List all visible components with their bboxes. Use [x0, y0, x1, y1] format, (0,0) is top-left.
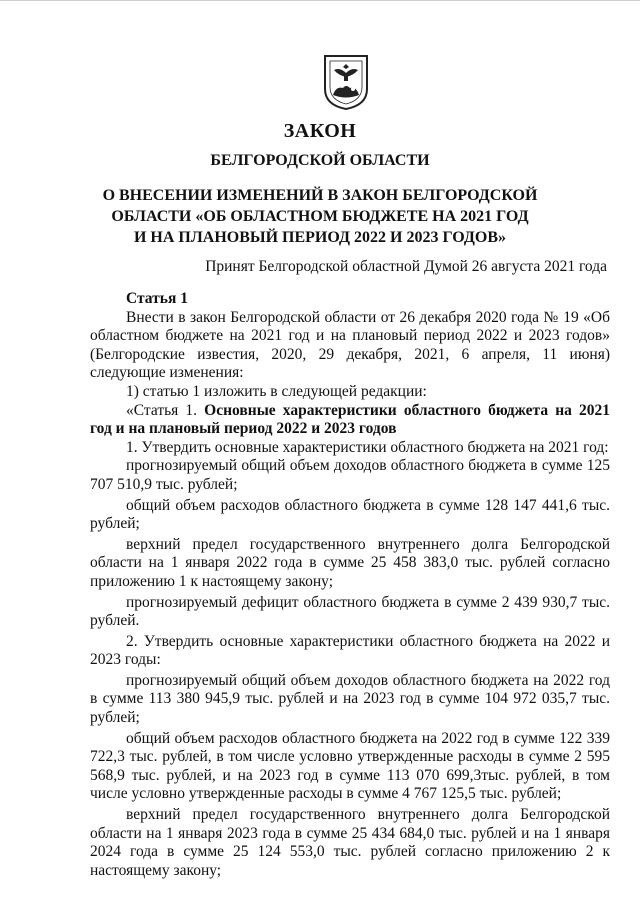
adoption-note: Принят Белгородской областной Думой 26 августа 2021 года — [205, 258, 607, 275]
paragraph: общий объем расходов областного бюджета в сумме 128 147 441,6 тыс. рублей; — [90, 496, 610, 533]
paragraph: верхний предел государственного внутреннего долга Белгородской области на 1 января 2022 года в сумме 25 458 383,0 тыс. рублей согласно приложению 1 к настоящему закону; — [90, 535, 610, 590]
paragraph: 1) статью 1 изложить в следующей редакции: — [126, 382, 427, 400]
subject-line: О ВНЕСЕНИИ ИЗМЕНЕНИЙ В ЗАКОН БЕЛГОРОДСКОЙ — [102, 187, 538, 204]
paragraph: общий объем расходов областного бюджета на 2022 год в сумме 122 339 722,3 тыс. рублей, в том числе условно утвержденные расходы в сумме 2 595 568,9 тыс. рублей, и на 2023 год в сумме 113 070 699,3тыс. рублей, в том числе условно утвержденные расходы в сумме 4 767 125,5 тыс. рублей; — [90, 729, 610, 803]
paragraph: верхний предел государственного внутреннего долга Белгородской области на 1 января 2023 года в сумме 25 434 684,0 тыс. рублей и на 1 января 2024 года в сумме 25 124 553,0 тыс. рублей согласно приложению 2 к настоящему закону; — [90, 806, 610, 879]
document-region: БЕЛГОРОДСКОЙ ОБЛАСТИ — [210, 152, 430, 169]
scan-top-edge — [0, 0, 640, 1]
paragraph: прогнозируемый дефицит областного бюджета в сумме 2 439 930,7 тыс. рублей. — [90, 593, 610, 630]
document-subject — [0, 185, 640, 248]
coat-of-arms-icon — [322, 53, 370, 111]
article-1-prefix: «Статья 1. — [126, 401, 205, 419]
subject-line: И НА ПЛАНОВЫЙ ПЕРИОД 2022 И 2023 ГОДОВ» — [133, 229, 507, 246]
paragraph: прогнозируемый общий объем доходов областного бюджета на 2022 год в сумме 113 380 945,9 тыс. рублей и на 2023 год в сумме 104 972 035,7 тыс. рублей; — [90, 671, 610, 727]
article-1-title — [90, 402, 610, 439]
article-1-name: Основные характеристики областного бюджета на 2021 год и на плановый период 2022 и 2023 годов — [90, 401, 610, 438]
paragraph: Внести в закон Белгородской области от 26 декабря 2020 года № 19 «Об областном бюджете на 2021 год и на плановый период 2022 и 2023 годов» (Белгородские известия, 2020, 29 декабря, 2021, 6 апреля, 11 июня) следующие изменения: — [90, 308, 610, 382]
subject-line: ОБЛАСТИ «ОБ ОБЛАСТНОМ БЮДЖЕТЕ НА 2021 ГОД — [111, 208, 529, 225]
paragraph: 1. Утвердить основные характеристики областного бюджета на 2021 год: — [126, 438, 609, 456]
paragraph: 2. Утвердить основные характеристики областного бюджета на 2022 и 2023 годы: — [90, 632, 610, 669]
document-title: ЗАКОН — [283, 120, 357, 142]
paragraph: прогнозируемый общий объем доходов областного бюджета в сумме 125 707 510,9 тыс. рублей; — [90, 457, 610, 493]
article-heading: Статья 1 — [126, 290, 188, 307]
document-body — [90, 290, 610, 880]
